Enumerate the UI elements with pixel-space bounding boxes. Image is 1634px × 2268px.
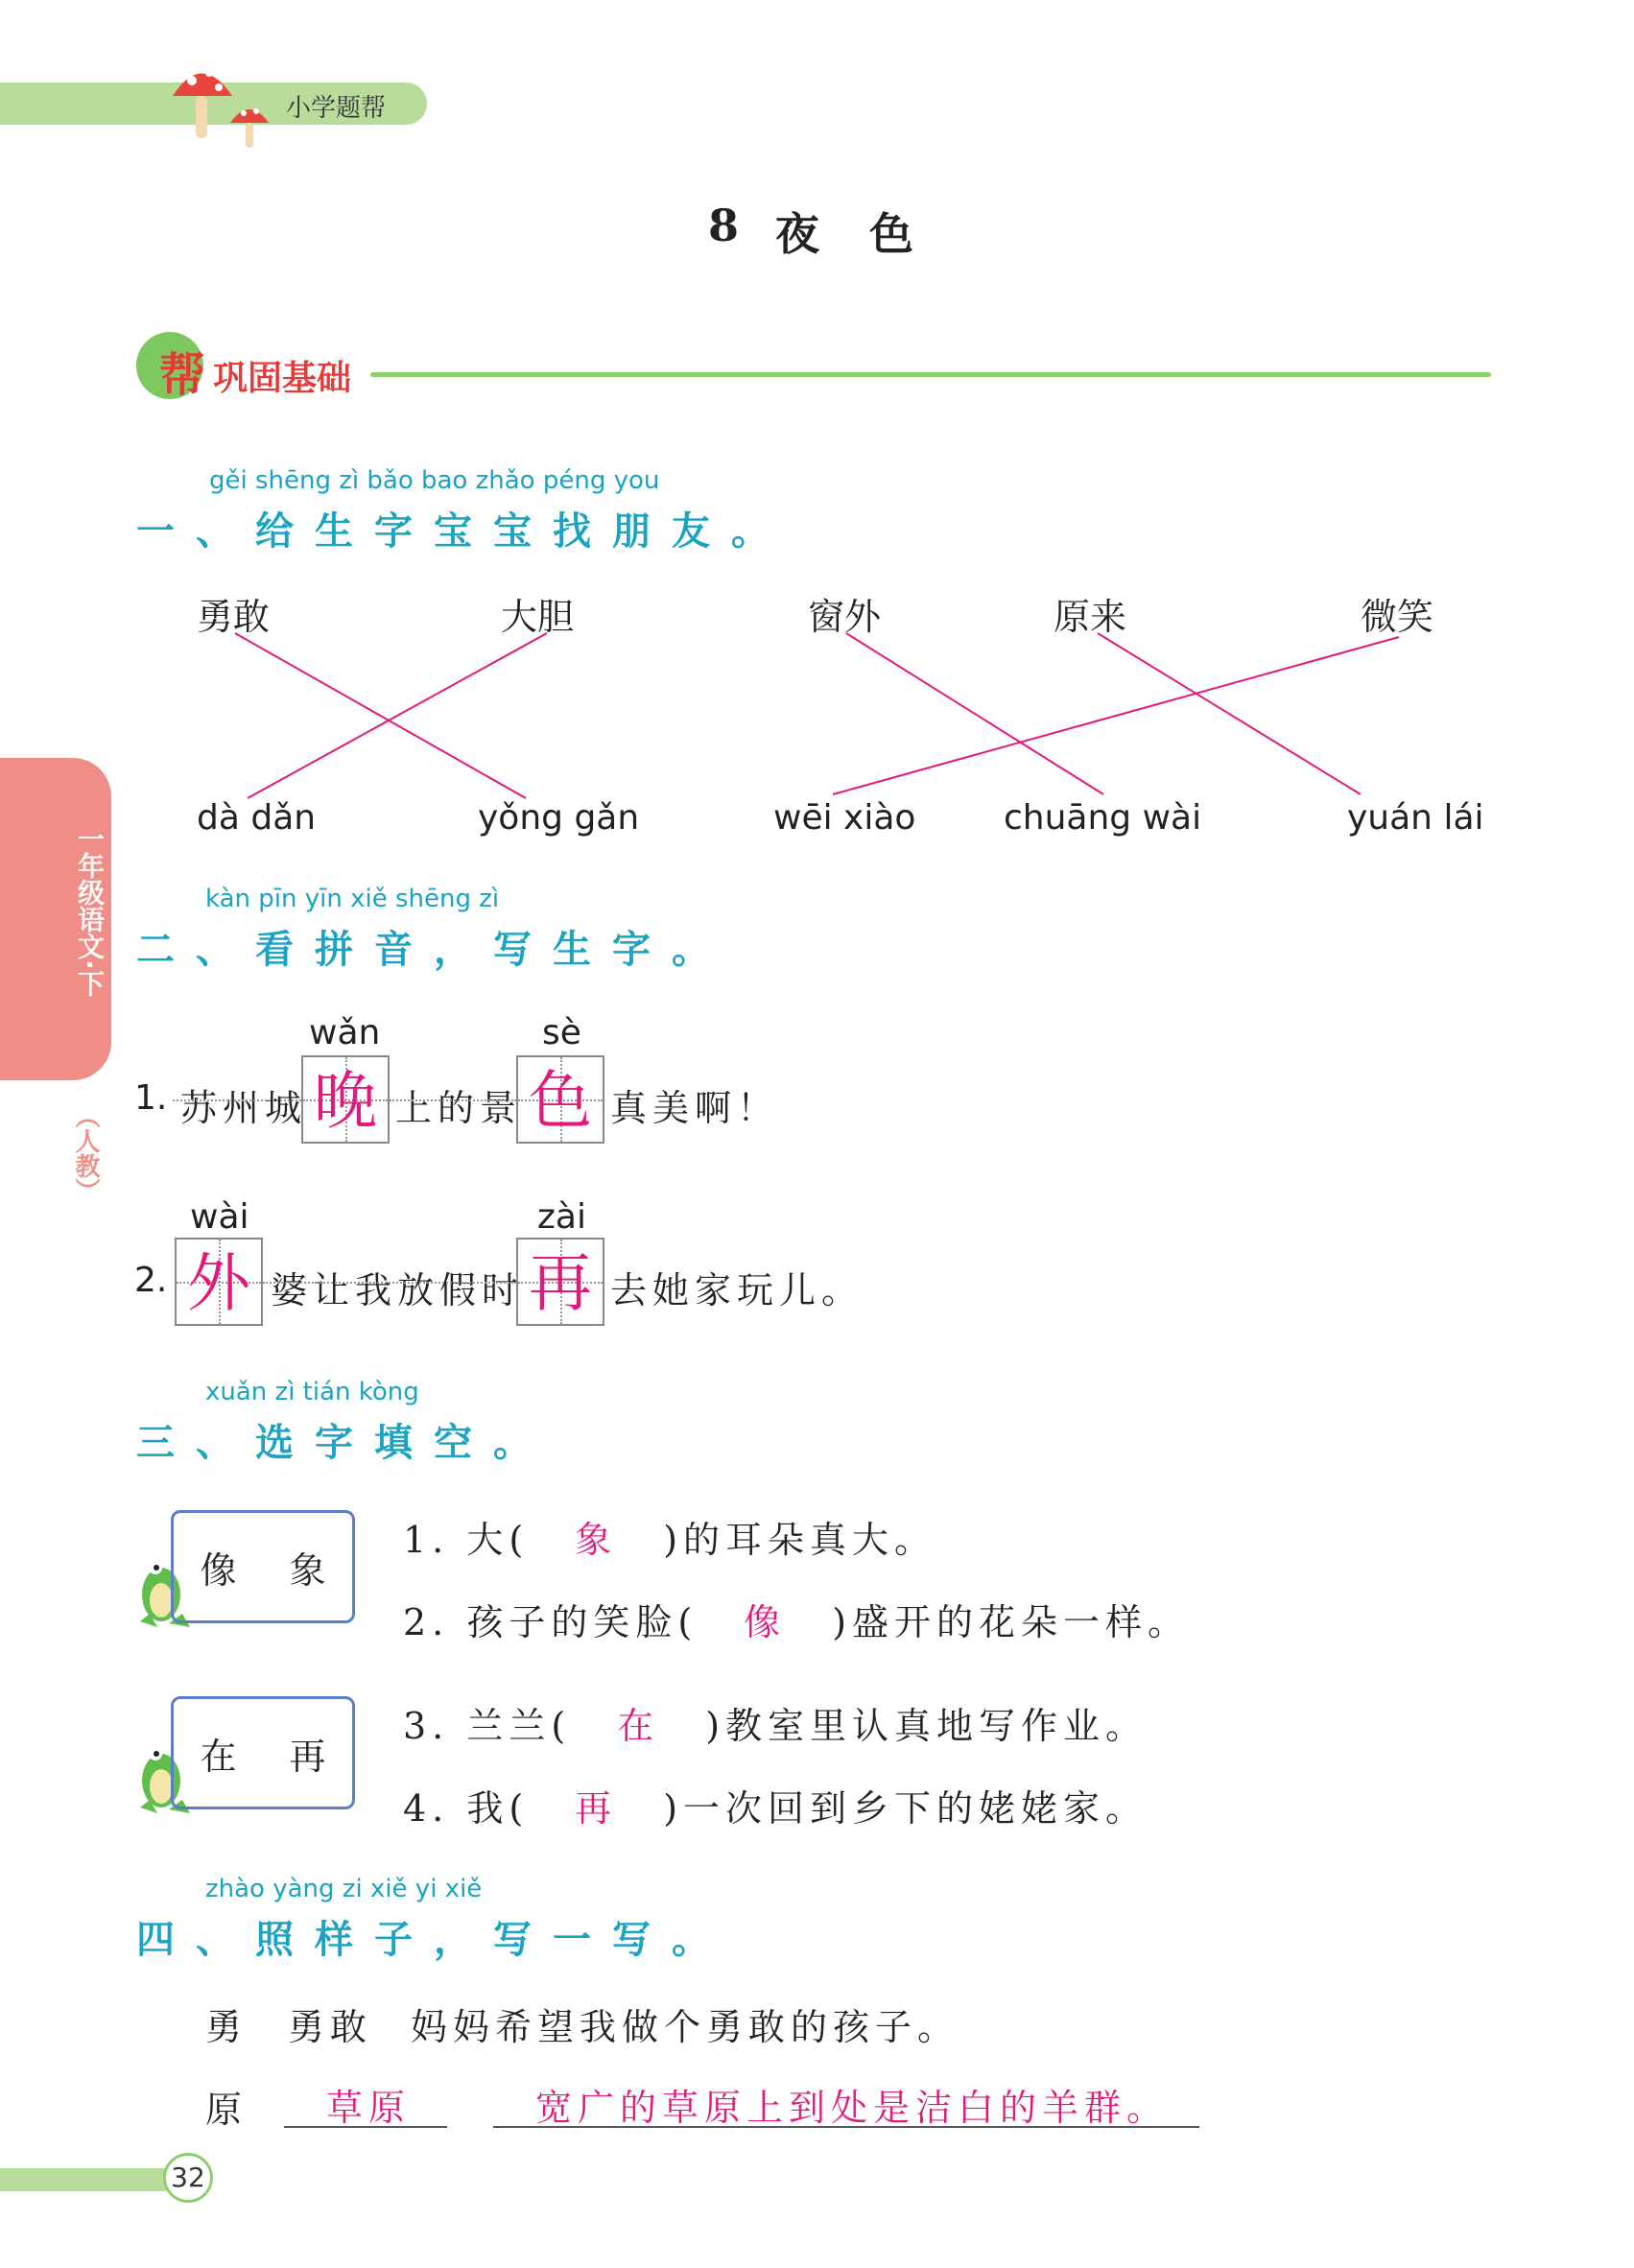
- q1-word-2: 大胆: [501, 596, 575, 638]
- q4-answer-word: 草原: [326, 2087, 412, 2129]
- q2-s1-grid2: [516, 1055, 604, 1144]
- q3-box1-option2: 象: [289, 1548, 326, 1592]
- q2-s1-answer1: 晚: [314, 1064, 377, 1138]
- q2-s1-part2: 上的景: [395, 1087, 523, 1129]
- q3-choice-box-2: [171, 1696, 355, 1809]
- brand-name: 小学题帮: [286, 94, 387, 123]
- q4-example-sentence: 妈妈希望我做个勇敢的孩子。: [411, 2006, 960, 2048]
- q1-pinyin-4: chuāng wài: [1004, 798, 1202, 838]
- q3-item-1: 1. 大( 象 )的耳朵真大。: [403, 1519, 937, 1561]
- q1-match-lines: [0, 0, 1634, 863]
- q2-s2-part1: 婆让我放假时: [271, 1269, 525, 1311]
- q1-pinyin-5: yuán lái: [1347, 798, 1484, 838]
- q4-sentence-line: [493, 2126, 1199, 2128]
- q4-answer-char: 原: [205, 2089, 249, 2131]
- q2-s2-part2: 去她家玩儿。: [610, 1269, 864, 1311]
- side-tab-edition: （人教）: [71, 1103, 100, 1203]
- q3-answer-3: 在: [617, 1705, 660, 1747]
- match-line-3: [846, 633, 1103, 794]
- q1-pinyin-2: yǒng gǎn: [478, 798, 640, 838]
- footer-bar: [0, 2168, 182, 2191]
- q2-s1-pinyin1: wǎn: [309, 1013, 381, 1052]
- q3-answer-2: 像: [744, 1601, 787, 1643]
- q2-s2-answer2: 再: [529, 1246, 592, 1320]
- q4-heading: 四、照样子，写一写。: [136, 1918, 731, 1962]
- q3-pinyin: xuǎn zì tián kòng: [205, 1378, 419, 1406]
- section-badge-char: 帮: [159, 348, 206, 402]
- q1-word-1: 勇敢: [197, 596, 271, 638]
- q2-heading: 二、看拼音，写生字。: [136, 928, 731, 972]
- q2-s1-pinyin2: sè: [542, 1013, 581, 1052]
- q2-s2-num: 2.: [134, 1261, 168, 1300]
- lesson-number: 8: [708, 200, 740, 251]
- q3-box2-option2: 再: [289, 1735, 326, 1778]
- q4-word-line: [284, 2126, 447, 2128]
- q3-answer-4: 再: [575, 1787, 618, 1830]
- q1-pinyin: gěi shēng zì bǎo bao zhǎo péng you: [209, 466, 660, 495]
- q2-s1-num: 1.: [134, 1078, 168, 1118]
- match-line-2: [248, 633, 547, 798]
- q4-example-char: 勇: [205, 2006, 249, 2048]
- q2-s2-answer1: 外: [187, 1246, 250, 1320]
- q1-pinyin-3: wēi xiào: [773, 798, 916, 838]
- q3-choice-box-1: [171, 1510, 355, 1623]
- section-badge-text: 巩固基础: [213, 359, 352, 398]
- q3-item-4: 4. 我( 再 )一次回到乡下的姥姥家。: [403, 1787, 1149, 1830]
- q4-answer-sentence: 宽广的草原上到处是洁白的羊群。: [535, 2087, 1170, 2129]
- lesson-title: 夜 色: [775, 208, 932, 260]
- q3-answer-1: 象: [575, 1519, 618, 1561]
- q1-heading: 一、给生字宝宝找朋友。: [136, 509, 791, 554]
- q2-s2-pinyin2: zài: [537, 1197, 586, 1237]
- q1-word-4: 原来: [1054, 596, 1127, 638]
- q2-s1-part1: 苏州城: [180, 1087, 308, 1129]
- match-line-4: [1098, 633, 1361, 794]
- side-tab-label: 一年级语文·下: [74, 825, 106, 997]
- match-line-5: [833, 637, 1399, 794]
- q3-box2-option1: 在: [200, 1735, 237, 1778]
- page-number: 32: [163, 2153, 213, 2203]
- match-line-1: [235, 633, 526, 798]
- q1-word-3: 窗外: [808, 596, 882, 638]
- q2-pinyin: kàn pīn yīn xiě shēng zì: [205, 885, 500, 913]
- q2-s2-grid1: [175, 1238, 263, 1326]
- q4-example-word: 勇敢: [288, 2006, 373, 2048]
- q2-s1-grid1: [301, 1055, 390, 1144]
- q3-item-2: 2. 孩子的笑脸( 像 )盛开的花朵一样。: [403, 1601, 1191, 1643]
- q2-s1-part3: 真美啊！: [610, 1087, 780, 1129]
- q2-s1-answer2: 色: [529, 1064, 592, 1138]
- q3-box1-option1: 像: [200, 1548, 237, 1592]
- q2-s2-pinyin1: wài: [190, 1197, 249, 1237]
- q3-heading: 三、选字填空。: [136, 1421, 553, 1465]
- q1-pinyin-1: dà dǎn: [197, 798, 317, 838]
- q1-word-5: 微笑: [1361, 596, 1434, 638]
- q2-s2-grid2: [516, 1238, 604, 1326]
- q3-item-3: 3. 兰兰( 在 )教室里认真地写作业。: [403, 1705, 1149, 1747]
- q4-pinyin: zhào yàng zi xiě yi xiě: [205, 1875, 483, 1903]
